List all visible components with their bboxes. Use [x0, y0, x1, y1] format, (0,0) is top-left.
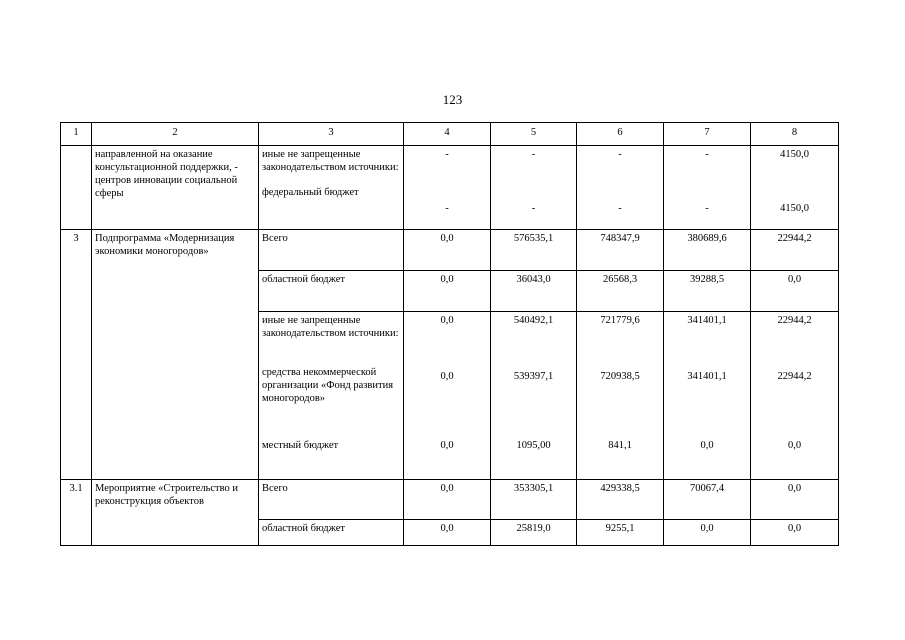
- page-number: 123: [442, 92, 463, 107]
- value-cell: [664, 146, 751, 230]
- value: -: [531, 203, 536, 214]
- value: 720938,5: [600, 371, 640, 382]
- source-cell: Всего: [259, 230, 404, 271]
- value-cell: 22944,2: [751, 230, 839, 271]
- value: 0,0: [700, 440, 714, 451]
- source-cell: [259, 146, 404, 230]
- value: -: [705, 203, 709, 214]
- value: 341401,1: [687, 371, 727, 382]
- value-cell: 0,0: [404, 480, 491, 520]
- row-description: направленной на оказание консультационной поддержки, - центров инновации социальной сферы: [92, 146, 259, 230]
- budget-table: [60, 122, 839, 546]
- value: -: [618, 203, 622, 214]
- source-label: местный бюджет: [262, 440, 339, 451]
- source-label: федеральный бюджет: [262, 187, 359, 198]
- value-cell: 380689,6: [664, 230, 751, 271]
- value-cell: 0,0: [404, 520, 491, 546]
- value-cell: 26568,3: [577, 271, 664, 312]
- value-cell: 0,0: [404, 230, 491, 271]
- header-cell: 3: [259, 123, 404, 146]
- header-cell: 8: [751, 123, 839, 146]
- value: 0,0: [440, 315, 454, 326]
- value-cell: 0,0: [751, 480, 839, 520]
- value: 841,1: [608, 440, 632, 451]
- value-cell: 9255,1: [577, 520, 664, 546]
- source-label: иные не запрещенные законодательством источники:: [262, 315, 399, 339]
- row-number: 3.1: [61, 480, 92, 546]
- value-cell: 0,0: [751, 520, 839, 546]
- value: 721779,6: [600, 315, 640, 326]
- table-row: [61, 480, 839, 520]
- row-description: Мероприятие «Строительство и реконструкция объектов: [92, 480, 259, 546]
- value: -: [445, 203, 449, 214]
- value-cell: [751, 146, 839, 230]
- value: 540492,1: [513, 315, 554, 326]
- value-cell: 0,0: [404, 271, 491, 312]
- header-cell: 6: [577, 123, 664, 146]
- header-cell: 4: [404, 123, 491, 146]
- value: 0,0: [440, 440, 454, 451]
- value: 1095,00: [516, 440, 551, 451]
- header-cell: 7: [664, 123, 751, 146]
- value-cell: 36043,0: [491, 271, 577, 312]
- source-cell: [259, 312, 404, 480]
- value: -: [445, 149, 449, 160]
- row-number: [61, 146, 92, 230]
- value-cell: [404, 312, 491, 480]
- value: 539397,1: [513, 371, 554, 382]
- value-cell: [751, 312, 839, 480]
- value-cell: 429338,5: [577, 480, 664, 520]
- value-cell: [404, 146, 491, 230]
- source-label: иные не запрещенные законодательством источники:: [262, 149, 399, 173]
- row-description: Подпрограмма «Модернизация экономики моногородов»: [92, 230, 259, 480]
- source-cell: областной бюджет: [259, 271, 404, 312]
- header-row: [61, 123, 839, 146]
- value: 22944,2: [777, 315, 812, 326]
- value: 4150,0: [780, 149, 809, 160]
- source-cell: Всего: [259, 480, 404, 520]
- value-cell: 25819,0: [491, 520, 577, 546]
- table-row: [61, 230, 839, 271]
- source-label: средства некоммерческой организации «Фонд развития моногородов»: [262, 367, 394, 404]
- header-cell: 2: [92, 123, 259, 146]
- value: -: [531, 149, 536, 160]
- row-number: 3: [61, 230, 92, 480]
- value: 0,0: [440, 371, 454, 382]
- value-cell: [664, 312, 751, 480]
- value-cell: 748347,9: [577, 230, 664, 271]
- value: 22944,2: [777, 371, 812, 382]
- value-cell: [577, 146, 664, 230]
- value: 0,0: [787, 440, 802, 451]
- value-cell: 0,0: [751, 271, 839, 312]
- header-cell: 1: [61, 123, 92, 146]
- value-cell: [491, 312, 577, 480]
- source-cell: областной бюджет: [259, 520, 404, 546]
- value-cell: [491, 146, 577, 230]
- value-cell: [577, 312, 664, 480]
- value: -: [705, 149, 709, 160]
- table-row: [61, 146, 839, 230]
- value: 4150,0: [780, 203, 809, 214]
- value-cell: 70067,4: [664, 480, 751, 520]
- value-cell: 353305,1: [491, 480, 577, 520]
- value: 341401,1: [687, 315, 727, 326]
- value: -: [618, 149, 622, 160]
- value-cell: 0,0: [664, 520, 751, 546]
- value-cell: 576535,1: [491, 230, 577, 271]
- value-cell: 39288,5: [664, 271, 751, 312]
- header-cell: 5: [491, 123, 577, 146]
